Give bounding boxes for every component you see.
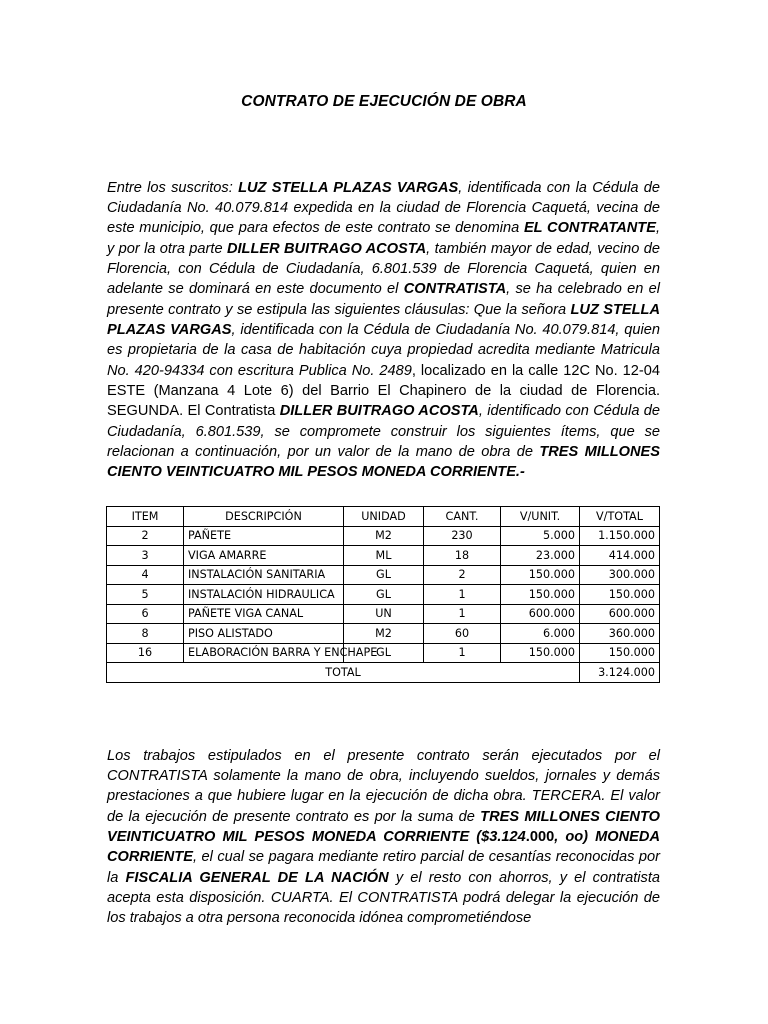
cell-item: 6 <box>107 604 184 624</box>
table-row <box>107 604 660 624</box>
cell-description: PISO ALISTADO <box>184 624 344 644</box>
total-value: 3.124.000 <box>580 663 660 683</box>
cell-description: PAÑETE VIGA CANAL <box>184 604 344 624</box>
cell-item: 16 <box>107 643 184 663</box>
text-segment: , se ha celebrado en el presente contrato y se estipula las siguientes cláusulas: Que la señora <box>107 281 660 318</box>
col-header-unit-value: V/UNIT. <box>501 507 580 527</box>
text-segment: y el resto con ahorros, y el contratista acepta esta disposición. CUARTA. El CONTRATISTA podrá delegar la ejecución de los trabajos a otra persona reconocida idónea comprometiéndose <box>107 869 660 927</box>
table-row <box>107 546 660 566</box>
paragraph-parties <box>107 178 660 483</box>
contract-amount-words: TRES MILLONES CIENTO VEINTICUATRO MIL PESOS MONEDA CORRIENTE ($3.124 <box>107 808 660 845</box>
cell-total-value: 150.000 <box>580 643 660 663</box>
total-label: TOTAL <box>107 663 580 683</box>
text-segment: , identificada con la Cédula de Ciudadanía No. 40.079.814 expedida en la ciudad de Florencia Caquetá, vecina de este municipio, que para efectos de este contrato se denomina <box>107 179 660 237</box>
cell-unit: M2 <box>344 526 424 546</box>
cell-unit-value: 600.000 <box>501 604 580 624</box>
currency-label: , oo) MONEDA CORRIENTE <box>107 828 660 866</box>
cell-unit-value: 6.000 <box>501 624 580 644</box>
owner-name: LUZ STELLA PLAZAS VARGAS <box>107 301 660 338</box>
text-segment: , también mayor de edad, vecino de Florencia, con Cédula de Ciudadanía, 6.801.539 de Florencia Caquetá, quien en adelante se dominará en este documento el <box>107 240 660 298</box>
table-header-row <box>107 507 660 527</box>
contract-amount-fraction: .000 <box>525 828 555 845</box>
contratante-name: LUZ STELLA PLAZAS VARGAS <box>238 179 459 196</box>
cell-item: 8 <box>107 624 184 644</box>
col-header-quantity: CANT. <box>424 507 501 527</box>
cell-description: INSTALACIÓN HIDRAULICA <box>184 585 344 605</box>
col-header-total-value: V/TOTAL <box>580 507 660 527</box>
cell-unit: M2 <box>344 624 424 644</box>
cell-quantity: 1 <box>424 643 501 663</box>
text-segment: , identificada con la Cédula de Ciudadanía No. 40.079.814, quien es propietaria de la casa de habitación cuya propiedad acredita mediante Matricula No. 420-94334 con escritura Publica No. 2489 <box>107 322 660 379</box>
table-row <box>107 585 660 605</box>
text-segment-upright: , localizado en la calle 12C No. 12-04 ESTE (Manzana 4 Lote 6) del Barrio El Chapinero de la ciudad de Florencia. SEGUNDA. El Contratista <box>107 362 660 420</box>
text-segment: , identificado con Cédula de Ciudadanía, 6.801.539, se compromete construir los siguientes ítems, que se relacionan a continuación, por un valor de la mano de obra de <box>107 403 660 461</box>
cell-item: 4 <box>107 565 184 585</box>
col-header-description: DESCRIPCIÓN <box>184 507 344 527</box>
contract-amount-words: TRES MILLONES CIENTO VEINTICUATRO MIL PESOS MONEDA CORRIENTE.- <box>107 444 661 481</box>
cell-quantity: 2 <box>424 565 501 585</box>
contratista-name: DILLER BUITRAGO ACOSTA <box>226 240 427 257</box>
cell-quantity: 18 <box>424 546 501 566</box>
cell-total-value: 1.150.000 <box>580 526 660 546</box>
table-row <box>107 526 660 546</box>
cell-description: VIGA AMARRE <box>184 546 344 566</box>
cell-total-value: 414.000 <box>580 546 660 566</box>
cell-total-value: 360.000 <box>580 624 660 644</box>
cell-unit: ML <box>344 546 424 566</box>
col-header-unit: UNIDAD <box>344 507 424 527</box>
text-segment: Entre los suscritos: <box>107 179 239 196</box>
cell-item: 2 <box>107 526 184 546</box>
cell-item: 5 <box>107 585 184 605</box>
cell-quantity: 60 <box>424 624 501 644</box>
contratista-name: DILLER BUITRAGO ACOSTA <box>279 403 479 420</box>
cell-quantity: 230 <box>424 526 501 546</box>
table-row <box>107 624 660 644</box>
cell-quantity: 1 <box>424 585 501 605</box>
cell-unit-value: 5.000 <box>501 526 580 546</box>
contratante-label: EL CONTRATANTE <box>523 220 656 237</box>
cell-unit-value: 150.000 <box>501 643 580 663</box>
text-segment: Los trabajos estipulados en el presente contrato serán ejecutados por el CONTRATISTA solamente la mano de obra, incluyendo sueldos, jornales y demás prestaciones a que hubiere lugar en la ejecución de dicha obra. TERCERA. El valor de la ejecución de presente contrato es por la suma de <box>107 747 660 825</box>
table-row <box>107 565 660 585</box>
items-table <box>106 506 660 683</box>
cell-unit-value: 150.000 <box>501 585 580 605</box>
cell-item: 3 <box>107 546 184 566</box>
cell-total-value: 300.000 <box>580 565 660 585</box>
cell-total-value: 600.000 <box>580 604 660 624</box>
institution-name: FISCALIA GENERAL DE LA NACIÓN <box>125 869 389 886</box>
cell-quantity: 1 <box>424 604 501 624</box>
col-header-item: ITEM <box>107 507 184 527</box>
cell-unit-value: 150.000 <box>501 565 580 585</box>
cell-unit: UN <box>344 604 424 624</box>
cell-unit: GL <box>344 565 424 585</box>
paragraph-clauses <box>107 746 660 929</box>
cell-description: PAÑETE <box>184 526 344 546</box>
text-segment: , y por la otra parte <box>107 220 660 257</box>
cell-description: ELABORACIÓN BARRA Y ENCHAPE <box>184 643 344 663</box>
cell-description: INSTALACIÓN SANITARIA <box>184 565 344 585</box>
cell-unit: GL <box>344 643 424 663</box>
text-segment: , el cual se pagara mediante retiro parcial de cesantías reconocidas por la <box>107 849 660 886</box>
cell-unit-value: 23.000 <box>501 546 580 566</box>
cell-unit: GL <box>344 585 424 605</box>
table-row <box>107 643 660 663</box>
contratista-label: CONTRATISTA <box>403 281 507 298</box>
document-title: CONTRATO DE EJECUCIÓN DE OBRA <box>241 93 527 110</box>
cell-total-value: 150.000 <box>580 585 660 605</box>
table-total-row <box>107 663 660 683</box>
